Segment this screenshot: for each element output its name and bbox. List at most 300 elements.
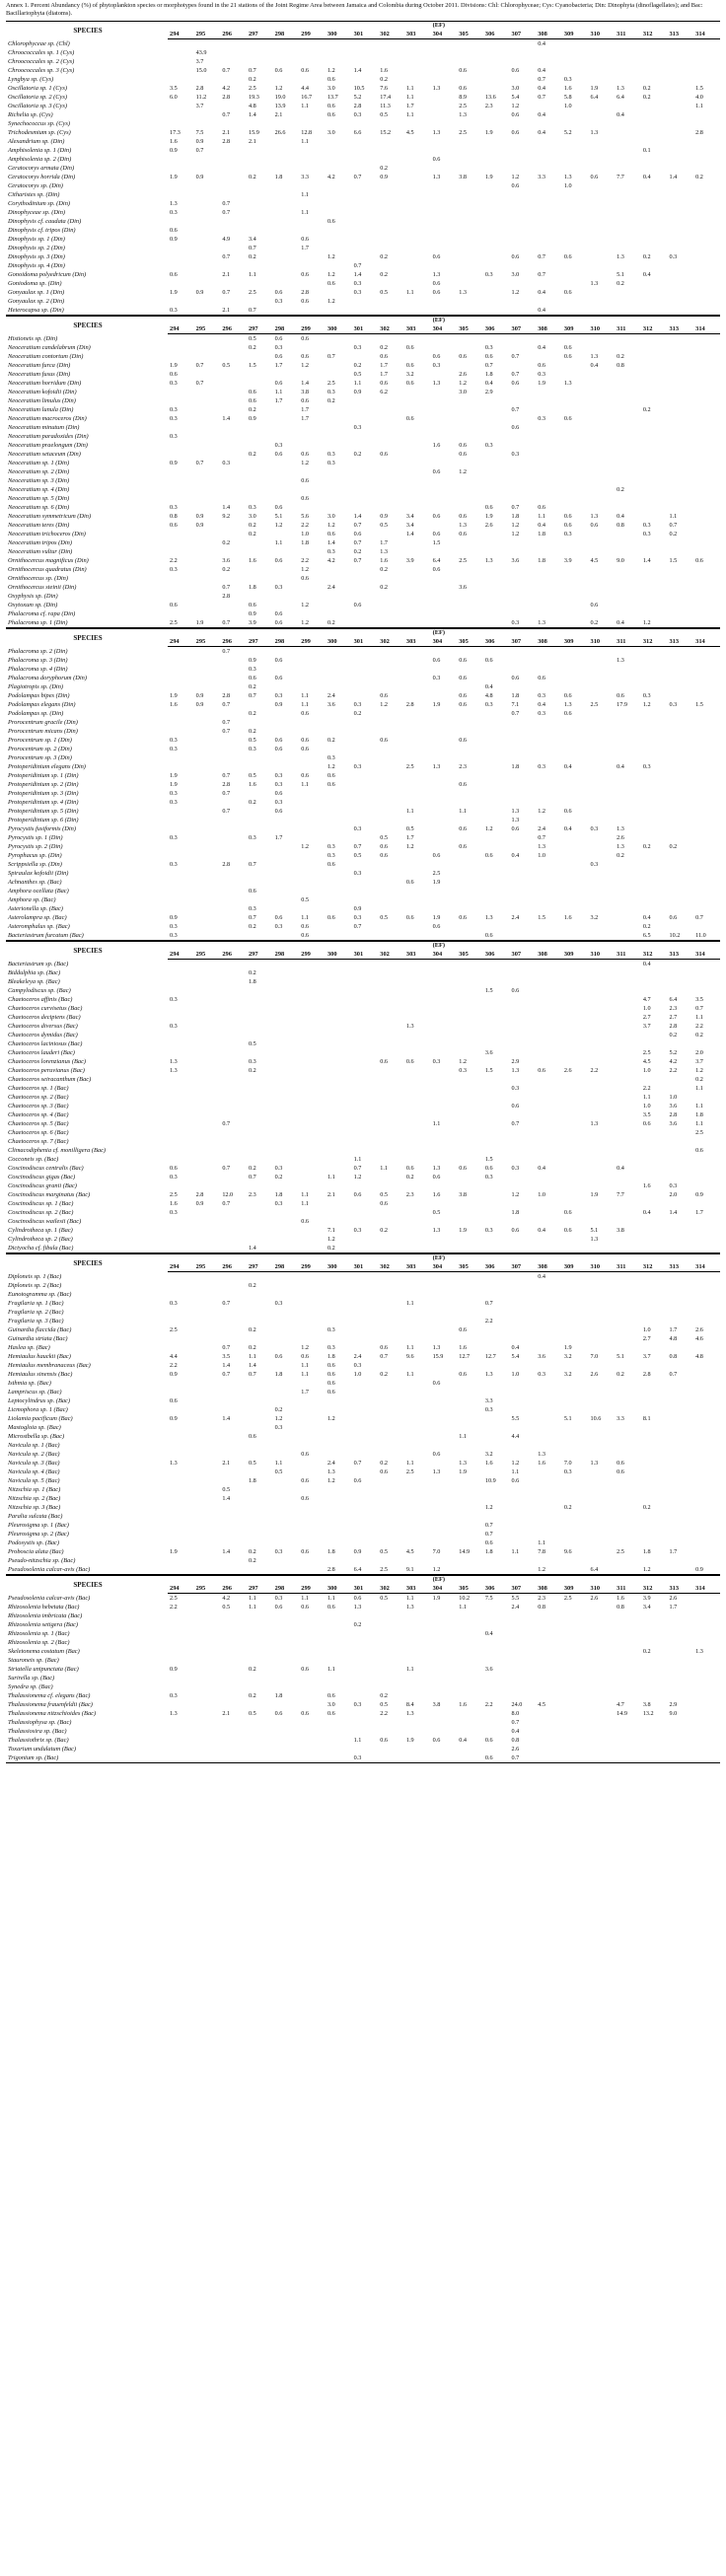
- abundance-cell: [536, 334, 562, 344]
- abundance-cell: [693, 656, 720, 665]
- abundance-cell: 5.1: [563, 1415, 572, 1422]
- abundance-cell: [431, 66, 458, 75]
- abundance-cell: [194, 1217, 221, 1226]
- abundance-cell: 1.2: [274, 85, 283, 92]
- abundance-cell: 0.4: [511, 852, 520, 859]
- abundance-cell: [667, 119, 693, 128]
- abundance-cell: [352, 252, 379, 261]
- table-row: [6, 199, 720, 208]
- abundance-cell: [220, 1396, 247, 1405]
- abundance-cell: 0.3: [274, 1424, 283, 1431]
- abundance-cell: [273, 75, 300, 84]
- abundance-cell: [483, 1494, 510, 1503]
- species-name: Dinophysis sp. 3 (Din): [8, 253, 65, 260]
- header-group-cell: [194, 317, 221, 325]
- abundance-cell: [404, 217, 431, 226]
- abundance-cell: [667, 494, 693, 503]
- abundance-cell: 2.4: [538, 825, 545, 832]
- abundance-cell: 0.6: [353, 1595, 362, 1602]
- abundance-cell: [220, 1093, 247, 1102]
- abundance-cell: [220, 904, 247, 913]
- table-row: [6, 512, 720, 521]
- abundance-cell: [589, 1494, 616, 1503]
- abundance-cell: 0.3: [274, 442, 283, 449]
- abundance-cell: [404, 1441, 431, 1450]
- abundance-cell: 13.9: [274, 103, 286, 109]
- abundance-cell: [510, 592, 537, 601]
- abundance-cell: [589, 155, 616, 164]
- abundance-cell: [483, 1075, 510, 1084]
- abundance-cell: [457, 1674, 483, 1682]
- abundance-cell: [220, 601, 247, 609]
- abundance-cell: [168, 252, 194, 261]
- abundance-cell: [667, 485, 693, 494]
- abundance-cell: [667, 1361, 693, 1370]
- abundance-cell: [641, 878, 668, 887]
- species-name: Thalassionema frauenfeldii (Bac): [8, 1701, 93, 1708]
- abundance-cell: [667, 405, 693, 414]
- abundance-cell: [667, 1414, 693, 1423]
- species-name: Gonoidoma polyedricum (Din): [8, 271, 87, 278]
- station-header: 294: [168, 950, 194, 960]
- species-name: Dinophysis sp. 1 (Din): [8, 236, 65, 243]
- abundance-cell: [326, 922, 352, 931]
- abundance-cell: 5.5: [511, 1415, 520, 1422]
- abundance-cell: 0.3: [170, 415, 178, 422]
- abundance-cell: 19.0: [274, 94, 286, 101]
- station-header: 298: [273, 950, 300, 960]
- abundance-cell: [536, 869, 562, 878]
- abundance-cell: [404, 1388, 431, 1396]
- abundance-cell: [299, 968, 326, 977]
- abundance-cell: [194, 1629, 221, 1638]
- abundance-cell: [404, 199, 431, 208]
- abundance-cell: [404, 476, 431, 485]
- abundance-cell: [247, 1379, 273, 1388]
- abundance-cell: [194, 1048, 221, 1057]
- abundance-cell: [562, 995, 589, 1004]
- abundance-cell: 0.7: [222, 1165, 231, 1172]
- abundance-cell: [667, 39, 693, 49]
- abundance-cell: [326, 833, 352, 842]
- abundance-cell: [641, 450, 668, 459]
- abundance-cell: [667, 780, 693, 789]
- abundance-cell: [273, 1503, 300, 1512]
- abundance-cell: [194, 1181, 221, 1190]
- abundance-cell: 0.6: [459, 1326, 467, 1333]
- abundance-cell: [667, 1388, 693, 1396]
- abundance-cell: [194, 824, 221, 833]
- abundance-cell: [431, 727, 458, 736]
- abundance-cell: [641, 432, 668, 441]
- abundance-cell: [483, 476, 510, 485]
- abundance-cell: 0.2: [380, 271, 388, 278]
- abundance-cell: [589, 164, 616, 173]
- header-group-cell: [352, 1254, 379, 1263]
- abundance-cell: 0.3: [274, 584, 283, 591]
- abundance-cell: [457, 1556, 483, 1565]
- abundance-cell: [562, 1146, 589, 1155]
- abundance-cell: [168, 1441, 194, 1450]
- abundance-cell: 3.0: [327, 513, 335, 520]
- abundance-cell: [615, 66, 641, 75]
- abundance-cell: 0.4: [538, 40, 545, 47]
- table-row: [6, 922, 720, 931]
- abundance-cell: [562, 432, 589, 441]
- abundance-cell: [404, 1476, 431, 1485]
- abundance-cell: 0.2: [380, 1227, 388, 1234]
- abundance-cell: [589, 878, 616, 887]
- abundance-cell: 1.1: [301, 1200, 310, 1207]
- abundance-cell: 0.4: [538, 111, 545, 118]
- header-group-cell: (EF): [431, 942, 458, 951]
- abundance-cell: [589, 476, 616, 485]
- abundance-cell: [220, 1656, 247, 1665]
- abundance-cell: [220, 798, 247, 807]
- abundance-cell: [220, 146, 247, 155]
- abundance-cell: [615, 931, 641, 941]
- abundance-cell: [220, 217, 247, 226]
- station-header: 297: [247, 1262, 273, 1272]
- abundance-cell: [693, 1290, 720, 1299]
- abundance-cell: 0.7: [222, 200, 231, 207]
- abundance-cell: [404, 1494, 431, 1503]
- abundance-cell: 1.6: [432, 1191, 441, 1198]
- abundance-cell: [589, 1084, 616, 1093]
- abundance-cell: [589, 450, 616, 459]
- station-header: 298: [273, 30, 300, 39]
- abundance-cell: [562, 1709, 589, 1718]
- abundance-cell: 1.1: [642, 1094, 651, 1101]
- abundance-cell: [562, 592, 589, 601]
- abundance-cell: [457, 1022, 483, 1031]
- abundance-cell: [378, 727, 404, 736]
- abundance-cell: [667, 1396, 693, 1405]
- abundance-cell: 0.6: [380, 380, 388, 387]
- abundance-cell: [589, 1048, 616, 1057]
- abundance-cell: [431, 665, 458, 674]
- station-header: 312: [641, 1584, 668, 1594]
- abundance-cell: [510, 1556, 537, 1565]
- abundance-cell: [615, 414, 641, 423]
- header-group-cell: [220, 317, 247, 325]
- species-name: Pyrocystis sp. 2 (Din): [8, 843, 63, 850]
- abundance-cell: [299, 1538, 326, 1547]
- abundance-cell: [693, 753, 720, 762]
- abundance-cell: [589, 57, 616, 66]
- abundance-cell: 2.5: [405, 1468, 414, 1475]
- abundance-cell: [168, 1700, 194, 1709]
- abundance-cell: [404, 1432, 431, 1441]
- abundance-cell: 0.6: [380, 737, 388, 744]
- abundance-cell: [273, 1388, 300, 1396]
- abundance-cell: [220, 450, 247, 459]
- abundance-cell: [194, 181, 221, 190]
- abundance-cell: [589, 762, 616, 771]
- abundance-cell: [352, 1414, 379, 1423]
- abundance-cell: [457, 1682, 483, 1691]
- abundance-cell: [194, 208, 221, 217]
- abundance-cell: 4.5: [538, 1701, 545, 1708]
- species-name: Chaetoceros affinis (Bac): [8, 996, 73, 1003]
- abundance-cell: [667, 745, 693, 753]
- abundance-cell: 0.6: [511, 675, 520, 681]
- abundance-cell: [431, 1181, 458, 1190]
- abundance-cell: [352, 1217, 379, 1226]
- abundance-cell: [667, 709, 693, 718]
- abundance-cell: [510, 1423, 537, 1432]
- header-group-cell: [220, 629, 247, 638]
- abundance-cell: [562, 682, 589, 691]
- abundance-cell: [404, 887, 431, 895]
- abundance-cell: [693, 75, 720, 84]
- abundance-cell: [615, 1208, 641, 1217]
- abundance-cell: [536, 968, 562, 977]
- abundance-cell: [615, 1308, 641, 1317]
- abundance-cell: 9.2: [222, 513, 231, 520]
- abundance-cell: [641, 361, 668, 370]
- abundance-cell: 2.8: [642, 1371, 651, 1378]
- abundance-cell: [431, 1476, 458, 1485]
- species-name: Neoceratium sp. 2 (Din): [8, 468, 70, 475]
- abundance-cell: [641, 306, 668, 316]
- abundance-cell: 0.7: [380, 1353, 388, 1360]
- abundance-cell: 2.5: [170, 1191, 178, 1198]
- table-row: [6, 261, 720, 270]
- abundance-cell: [615, 1361, 641, 1370]
- abundance-cell: 0.9: [170, 1666, 178, 1673]
- table-row: [6, 1004, 720, 1013]
- abundance-cell: 0.2: [248, 923, 256, 930]
- abundance-cell: 5.4: [511, 94, 520, 101]
- abundance-cell: [326, 727, 352, 736]
- abundance-cell: [641, 1244, 668, 1253]
- abundance-cell: 14.9: [617, 1710, 627, 1717]
- abundance-cell: [352, 1674, 379, 1682]
- abundance-cell: 0.6: [511, 987, 520, 994]
- abundance-cell: [220, 1066, 247, 1075]
- table-row: [6, 1066, 720, 1075]
- header-group-cell: [457, 942, 483, 951]
- abundance-cell: [457, 334, 483, 344]
- abundance-cell: [457, 270, 483, 279]
- abundance-cell: 0.2: [248, 406, 256, 413]
- abundance-cell: [693, 244, 720, 252]
- abundance-cell: [431, 57, 458, 66]
- abundance-cell: 0.4: [615, 618, 641, 628]
- header-group-cell: [299, 942, 326, 951]
- abundance-cell: [667, 968, 693, 977]
- abundance-cell: [693, 960, 720, 969]
- station-header: 307: [510, 30, 537, 39]
- species-name: Cylindrotheca sp. 2 (Bac): [8, 1236, 73, 1243]
- abundance-cell: [615, 986, 641, 995]
- abundance-cell: [247, 1414, 273, 1423]
- abundance-cell: 0.3: [170, 996, 178, 1003]
- header-group-cell: [273, 22, 300, 31]
- abundance-cell: [194, 753, 221, 762]
- abundance-cell: [667, 753, 693, 762]
- abundance-cell: [589, 780, 616, 789]
- abundance-cell: 7.5: [484, 1595, 493, 1602]
- abundance-cell: [352, 1299, 379, 1308]
- abundance-cell: [168, 1521, 194, 1530]
- abundance-cell: 0.6: [538, 362, 545, 369]
- species-name: Trichodesmium sp. (Cys): [8, 129, 71, 136]
- abundance-cell: [693, 665, 720, 674]
- abundance-cell: [457, 1503, 483, 1512]
- abundance-cell: 1.3: [432, 380, 441, 387]
- abundance-cell: [562, 583, 589, 592]
- abundance-cell: 0.7: [353, 1165, 362, 1172]
- abundance-cell: [562, 1620, 589, 1629]
- abundance-cell: [510, 396, 537, 405]
- abundance-cell: [168, 1155, 194, 1164]
- abundance-cell: 6.4: [590, 94, 599, 101]
- abundance-cell: [431, 261, 458, 270]
- abundance-cell: [589, 904, 616, 913]
- abundance-cell: [404, 745, 431, 753]
- abundance-cell: [562, 816, 589, 824]
- species-table: [6, 1575, 720, 1763]
- abundance-cell: 0.6: [301, 923, 310, 930]
- abundance-cell: [247, 1682, 273, 1691]
- abundance-cell: [378, 1308, 404, 1317]
- species-name: Neoceratium candelabrum (Din): [8, 344, 91, 351]
- abundance-cell: 1.2: [511, 1460, 520, 1467]
- abundance-cell: [693, 851, 720, 860]
- abundance-cell: [352, 405, 379, 414]
- species-name: Neoceratium symmetricum (Din): [8, 513, 92, 520]
- abundance-cell: [299, 1414, 326, 1423]
- abundance-cell: [693, 1370, 720, 1379]
- abundance-cell: [168, 48, 194, 57]
- abundance-cell: [457, 1208, 483, 1217]
- abundance-cell: 0.3: [170, 433, 178, 440]
- abundance-cell: [378, 960, 404, 969]
- abundance-cell: [352, 1629, 379, 1638]
- abundance-cell: [220, 48, 247, 57]
- abundance-cell: 1.8: [511, 692, 520, 699]
- abundance-cell: [404, 66, 431, 75]
- abundance-cell: 0.3: [170, 1174, 178, 1181]
- abundance-cell: [168, 1638, 194, 1647]
- abundance-cell: [510, 334, 537, 344]
- header-group-row: [6, 1576, 720, 1585]
- abundance-cell: [667, 1620, 693, 1629]
- abundance-cell: [220, 1450, 247, 1459]
- abundance-cell: 0.9: [170, 1415, 178, 1422]
- abundance-cell: 0.6: [563, 692, 572, 699]
- header-group-cell: [641, 22, 668, 31]
- abundance-cell: [168, 1084, 194, 1093]
- abundance-cell: [483, 208, 510, 217]
- abundance-cell: 1.1: [274, 539, 283, 546]
- abundance-cell: 2.9: [484, 389, 493, 395]
- abundance-cell: [326, 1093, 352, 1102]
- abundance-cell: [536, 423, 562, 432]
- abundance-cell: [168, 1119, 194, 1128]
- station-header: 301: [352, 637, 379, 647]
- abundance-cell: [693, 1244, 720, 1253]
- abundance-cell: 1.4: [222, 1362, 231, 1369]
- abundance-cell: [326, 432, 352, 441]
- abundance-cell: [536, 780, 562, 789]
- abundance-cell: 2.1: [327, 1191, 335, 1198]
- abundance-cell: 1.8: [248, 584, 256, 591]
- abundance-cell: 1.9: [432, 914, 441, 921]
- abundance-cell: [536, 1745, 562, 1753]
- species-name: Rhizosolenia sp. 1 (Bac): [8, 1630, 70, 1637]
- species-name: Neoceratium sp. 6 (Din): [8, 504, 70, 511]
- abundance-cell: [299, 1620, 326, 1629]
- station-header: 305: [457, 637, 483, 647]
- abundance-cell: [693, 1476, 720, 1485]
- abundance-cell: [667, 583, 693, 592]
- table-row: [6, 1093, 720, 1102]
- abundance-cell: 1.2: [641, 618, 668, 628]
- abundance-cell: [693, 279, 720, 288]
- abundance-cell: 1.3: [617, 85, 624, 92]
- abundance-cell: [667, 1405, 693, 1414]
- header-group-row: [6, 629, 720, 638]
- abundance-cell: [667, 1290, 693, 1299]
- species-name: Prorocentrum micans (Din): [8, 728, 78, 735]
- species-name: Alexandrium sp. (Din): [8, 138, 65, 145]
- abundance-cell: [562, 674, 589, 682]
- abundance-cell: [378, 476, 404, 485]
- abundance-cell: [589, 75, 616, 84]
- header-group-cell: [693, 317, 720, 325]
- abundance-cell: [536, 1361, 562, 1370]
- species-column-header: SPECIES: [6, 942, 168, 960]
- abundance-cell: [562, 931, 589, 941]
- abundance-cell: [378, 1102, 404, 1110]
- abundance-cell: [510, 1244, 537, 1253]
- abundance-cell: [562, 1485, 589, 1494]
- species-name: Chaetoceros peruvianus (Bac): [8, 1067, 85, 1074]
- table-row: [6, 1647, 720, 1656]
- abundance-cell: [404, 1611, 431, 1620]
- abundance-cell: [220, 736, 247, 745]
- abundance-cell: [220, 1745, 247, 1753]
- abundance-cell: [299, 547, 326, 556]
- abundance-cell: 0.6: [301, 1353, 310, 1360]
- abundance-cell: [536, 208, 562, 217]
- table-header: [6, 629, 720, 647]
- abundance-cell: [168, 1629, 194, 1638]
- abundance-cell: [483, 1556, 510, 1565]
- abundance-cell: [457, 665, 483, 674]
- abundance-cell: 0.6: [405, 1058, 414, 1065]
- abundance-cell: [273, 467, 300, 476]
- abundance-cell: [510, 931, 537, 941]
- abundance-cell: 1.1: [301, 1191, 310, 1198]
- table-row: [6, 459, 720, 467]
- table-row: [6, 1308, 720, 1317]
- abundance-cell: [194, 807, 221, 816]
- abundance-cell: 0.6: [695, 1147, 703, 1154]
- abundance-cell: 1.7: [380, 362, 388, 369]
- abundance-cell: 0.3: [459, 1067, 467, 1074]
- station-header: 303: [404, 950, 431, 960]
- abundance-cell: 0.4: [484, 683, 493, 690]
- abundance-cell: [168, 1745, 194, 1753]
- abundance-cell: [562, 538, 589, 547]
- abundance-cell: [326, 1039, 352, 1048]
- species-name: Pseudosolenia calcar-avis (Bac): [8, 1594, 91, 1602]
- abundance-cell: 0.7: [222, 289, 231, 296]
